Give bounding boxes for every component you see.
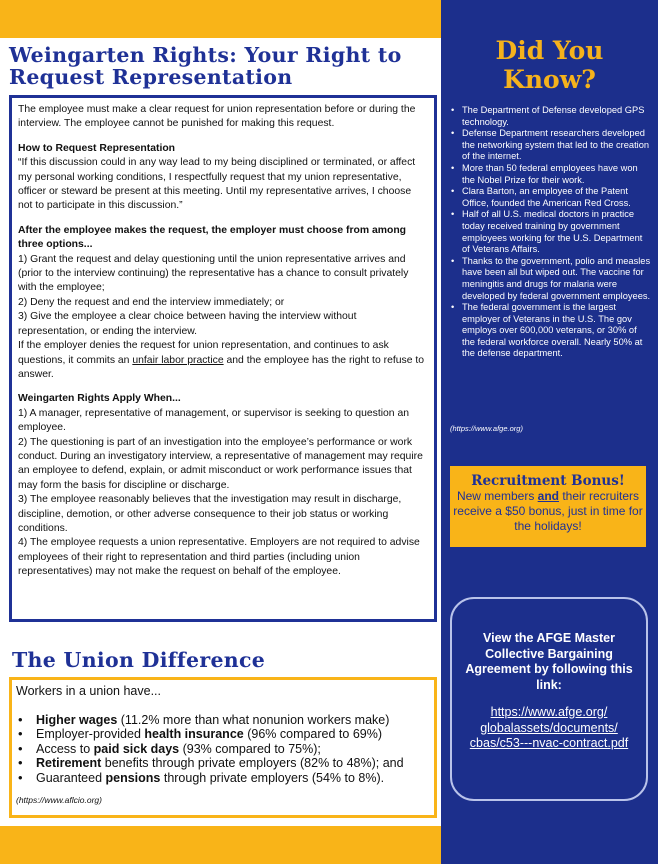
how-to-request-heading: How to Request Representation (18, 142, 176, 154)
apply-when-heading: Weingarten Rights Apply When... (18, 393, 181, 405)
union-difference-box (9, 677, 437, 818)
list-item: • Guaranteed pensions through private employers (54% to 8%). (16, 771, 428, 786)
intro-text: The employee must make a clear request for union representation before or during the interview. The employee cannot be punished for making this request. (18, 104, 416, 130)
agreement-link[interactable]: https://www.afge.org/ globalassets/documents/ cbas/c53---nvac-contract.pdf (469, 705, 629, 750)
request-quote: “If this discussion could in any way lead to my being disciplined or terminated, or affect my personal working conditions, I respectfully request that my union representative, officer or steward be present at this meeting. Until my representative arrives, I choose not to participate in this discussion.” (18, 157, 416, 212)
union-source: (https://www.aflcio.org) (16, 795, 102, 805)
union-intro: Workers in a union have... (16, 684, 161, 698)
agreement-link-box (450, 597, 648, 801)
deny-paragraph: If the employer denies the request for union representation, and continues to ask questions, it commits an unfair labor practice and the employee has the right to refuse to answer. (18, 340, 425, 380)
list-item: • Retirement benefits through private employers (82% to 48%); and (16, 756, 428, 771)
bottom-gold-bar (0, 826, 441, 864)
agreement-heading: View the AFGE Master Collective Bargaining Agreement by following this link: (465, 631, 633, 692)
facts-list (450, 105, 652, 360)
apply-item: 2) The questioning is part of an investigation into the employee’s performance or work conduct. During an investigatory interview, a representative of management may require an employee to defend, explain, or admit misconduct or work performance issues that may form the basis for discipline or discharge. (18, 436, 423, 491)
list-item: • Clara Barton, an employee of the Patent Office, founded the American Red Cross. (450, 186, 652, 209)
after-request-heading: After the employee makes the request, the employer must choose from among three options... (18, 224, 407, 251)
list-item: • Thanks to the government, polio and measles have been all but wiped out. The vaccine for meningitis and drugs for malaria were developed by federal government employees. (450, 256, 652, 302)
apply-item: 1) A manager, representative of management, or supervisor is seeking to question an employee. (18, 407, 410, 434)
facts-source: (https://www.afge.org) (450, 424, 523, 433)
list-item: • More than 50 federal employees have won the Nobel Prize for their work. (450, 163, 652, 186)
apply-item: 4) The employee requests a union representative. Employers are not required to advise employees of their right to representation and third parties (including union representatives) may not make the request on behalf of the employee. (18, 537, 420, 578)
bonus-title: Recruitment Bonus! (471, 473, 625, 489)
union-difference-title: The Union Difference (12, 648, 266, 672)
did-you-know-heading: Did You Know? (495, 36, 604, 94)
apply-item: 3) The employee reasonably believes that the investigation may result in discharge, discipline, demotion, or other adverse consequence to their job status or working conditions. (18, 494, 402, 534)
list-item: • The Department of Defense developed GPS technology. (450, 105, 652, 128)
option-item: 2) Deny the request and end the interview immediately; or (18, 296, 285, 308)
weingarten-title: Weingarten Rights: Your Right to Request Representation (9, 43, 402, 89)
list-item: • Higher wages (11.2% more than what nonunion workers make) (16, 713, 428, 728)
unfair-labor-practice-link[interactable]: unfair labor practice (132, 354, 224, 366)
option-item: 3) Give the employee a clear choice between having the interview without representation, or ending the interview. (18, 311, 357, 337)
option-item: 1) Grant the request and delay questioning until the union representative arrives and (prior to the interview continuing) the representative has a chance to consult privately with the employee; (18, 253, 409, 294)
list-item: • Employer-provided health insurance (96% compared to 69%) (16, 727, 428, 742)
weingarten-rights-box (9, 95, 437, 622)
top-gold-bar (0, 0, 441, 38)
union-benefits-list (16, 713, 428, 786)
bonus-text: New members and their recruiters receive a $50 bonus, just in time for the holidays! (453, 489, 643, 534)
recruitment-bonus-box (450, 466, 646, 547)
list-item: • Defense Department researchers developed the networking system that led to the creation of the internet. (450, 128, 652, 163)
list-item: • Access to paid sick days (93% compared to 75%); (16, 742, 428, 757)
list-item: • Half of all U.S. medical doctors in practice today received training by government employees working for the U.S. Department of Veterans Affairs. (450, 209, 652, 255)
list-item: • The federal government is the largest employer of Veterans in the U.S. The gov employs over 600,000 veterans, or 30% of the federal workforce overall. Nearly 50% at the defense department. (450, 302, 652, 360)
